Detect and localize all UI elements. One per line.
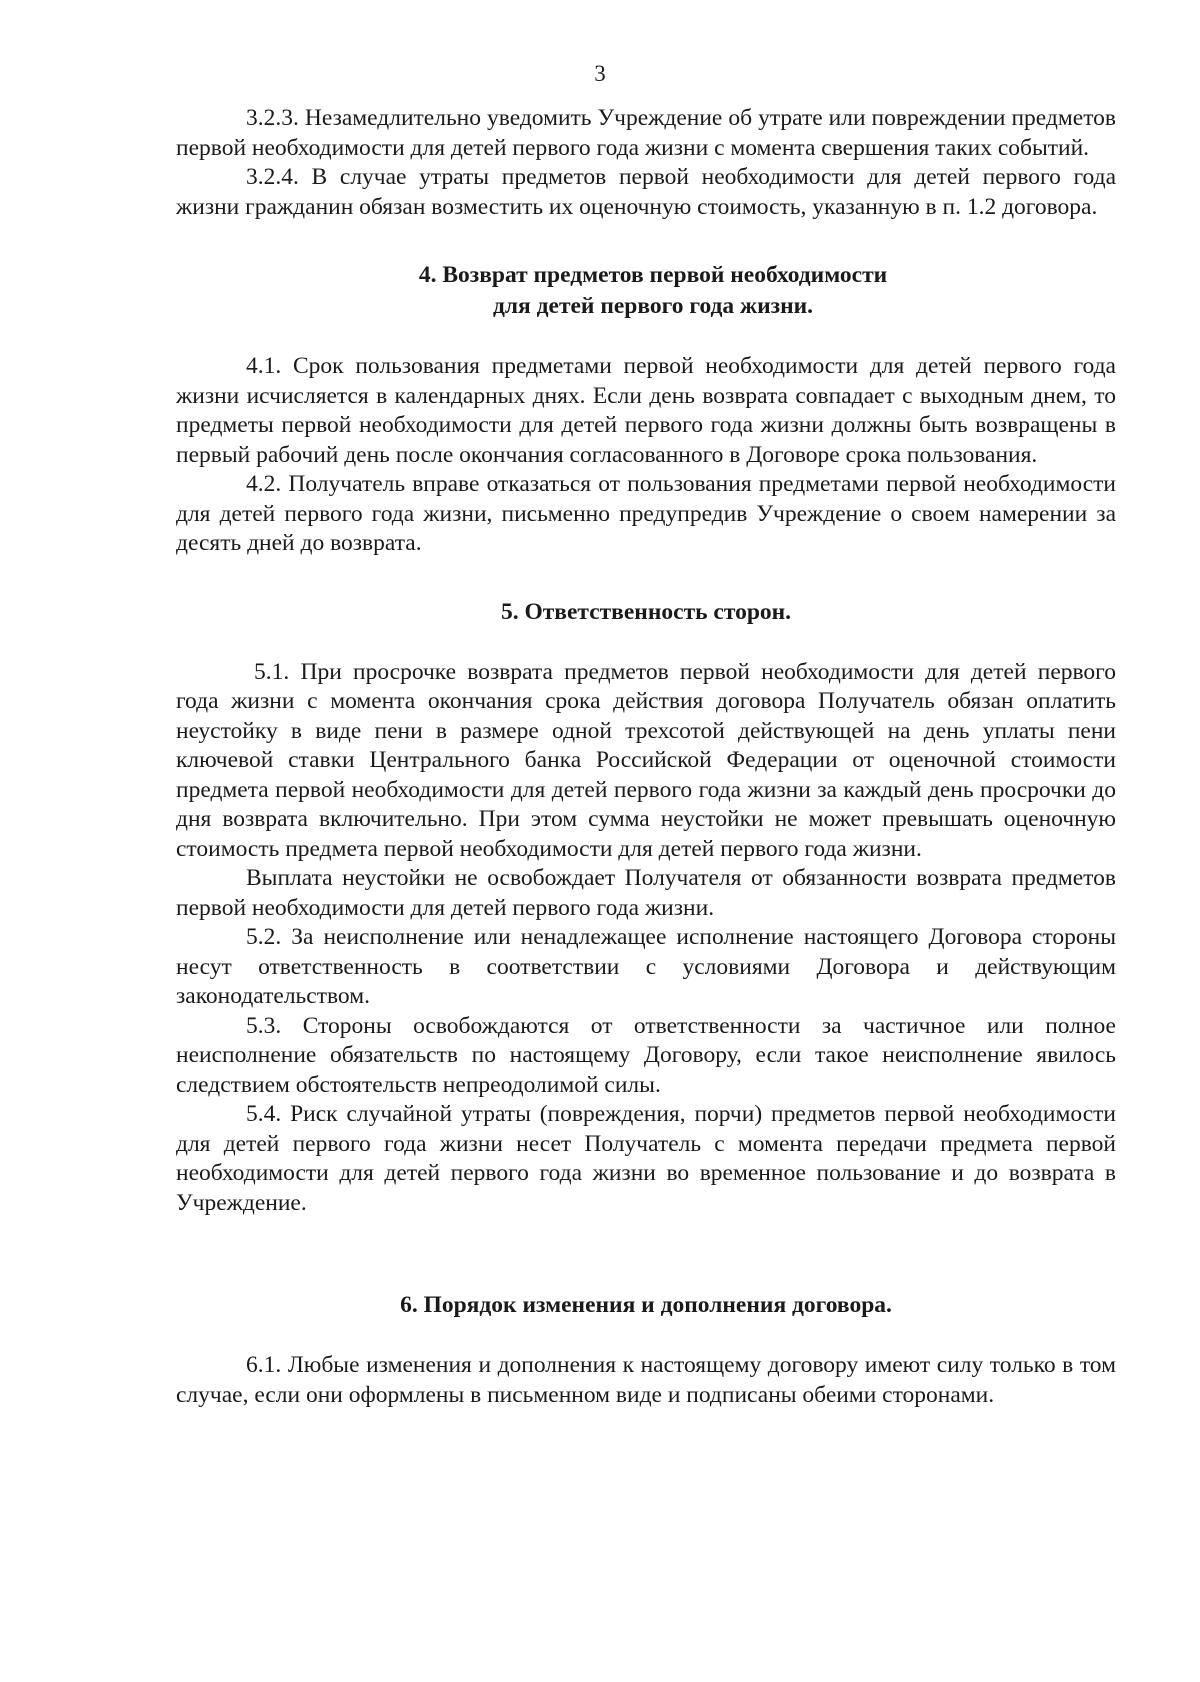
paragraph-3-2-3: 3.2.3. Незамедлительно уведомить Учреждение об утрате или повреждении предметов первой необходимости для детей первого года жизни с момента свершения таких событий.: [176, 105, 1116, 161]
section-6-heading: 6. Порядок изменения и дополнения договора.: [400, 1292, 892, 1318]
paragraph-5-1: 5.1. При просрочке возврата предметов первой необходимости для детей первого года жизни с момента окончания срока действия договора Получатель обязан оплатить неустойку в виде пени в размере одной трехсотой действующей на день уплаты пени ключевой ставки Центрального банка Российской Федерации от оценочной стоимости предмета первой необходимости для детей первого года жизни за каждый день просрочки до дня возврата включительно. При этом сумма неустойки не может превышать оценочную стоимость предмета первой необходимости для детей первого года жизни.: [176, 658, 1116, 862]
paragraph-6-1: 6.1. Любые изменения и дополнения к настоящему договору имеют силу только в том случае, если они оформлены в письменном виде и подписаны обеими сторонами.: [176, 1352, 1116, 1408]
document-body: [176, 104, 1116, 1410]
paragraph-5-2: 5.2. За неисполнение или ненадлежащее исполнение настоящего Договора стороны несут ответственность в соответствии с условиями Договора и действующим законодательством.: [176, 924, 1116, 1009]
paragraph-4-2: 4.2. Получатель вправе отказаться от пользования предметами первой необходимости для детей первого года жизни, письменно предупредив Учреждение о своем намерении за десять дней до возврата.: [176, 471, 1116, 556]
paragraph-5-4: 5.4. Риск случайной утраты (повреждения, порчи) предметов первой необходимости для детей первого года жизни несет Получатель с момента передачи предмета первой необходимости для детей первого года жизни во временное пользование и до возврата в Учреждение.: [176, 1101, 1116, 1216]
paragraph-5-1-continuation: Выплата неустойки не освобождает Получателя от обязанности возврата предметов первой необходимости для детей первого года жизни.: [176, 865, 1116, 921]
section-4-heading-line-2: для детей первого года жизни.: [492, 293, 814, 319]
section-5-heading: 5. Ответственность сторон.: [500, 598, 792, 625]
section-4-heading: [176, 260, 1116, 322]
paragraph-3-2-4: 3.2.4. В случае утраты предметов первой необходимости для детей первого года жизни гражданин обязан возместить их оценочную стоимость, указанную в п. 1.2 договора.: [176, 164, 1116, 220]
section-4-heading-line-1: 4. Возврат предметов первой необходимости: [418, 262, 888, 288]
paragraph-4-1: 4.1. Срок пользования предметами первой необходимости для детей первого года жизни исчисляется в календарных днях. Если день возврата совпадает с выходным днем, то предметы первой необходимости для детей первого года жизни должны быть возвращены в первый рабочий день после окончания согласованного в Договоре срока пользования.: [176, 353, 1116, 468]
page-number: 3: [594, 61, 606, 86]
paragraph-5-3: 5.3. Стороны освобождаются от ответственности за частичное или полное неисполнение обязательств по настоящему Договору, если такое неисполнение явилось следствием обстоятельств непреодолимой силы.: [176, 1012, 1116, 1098]
